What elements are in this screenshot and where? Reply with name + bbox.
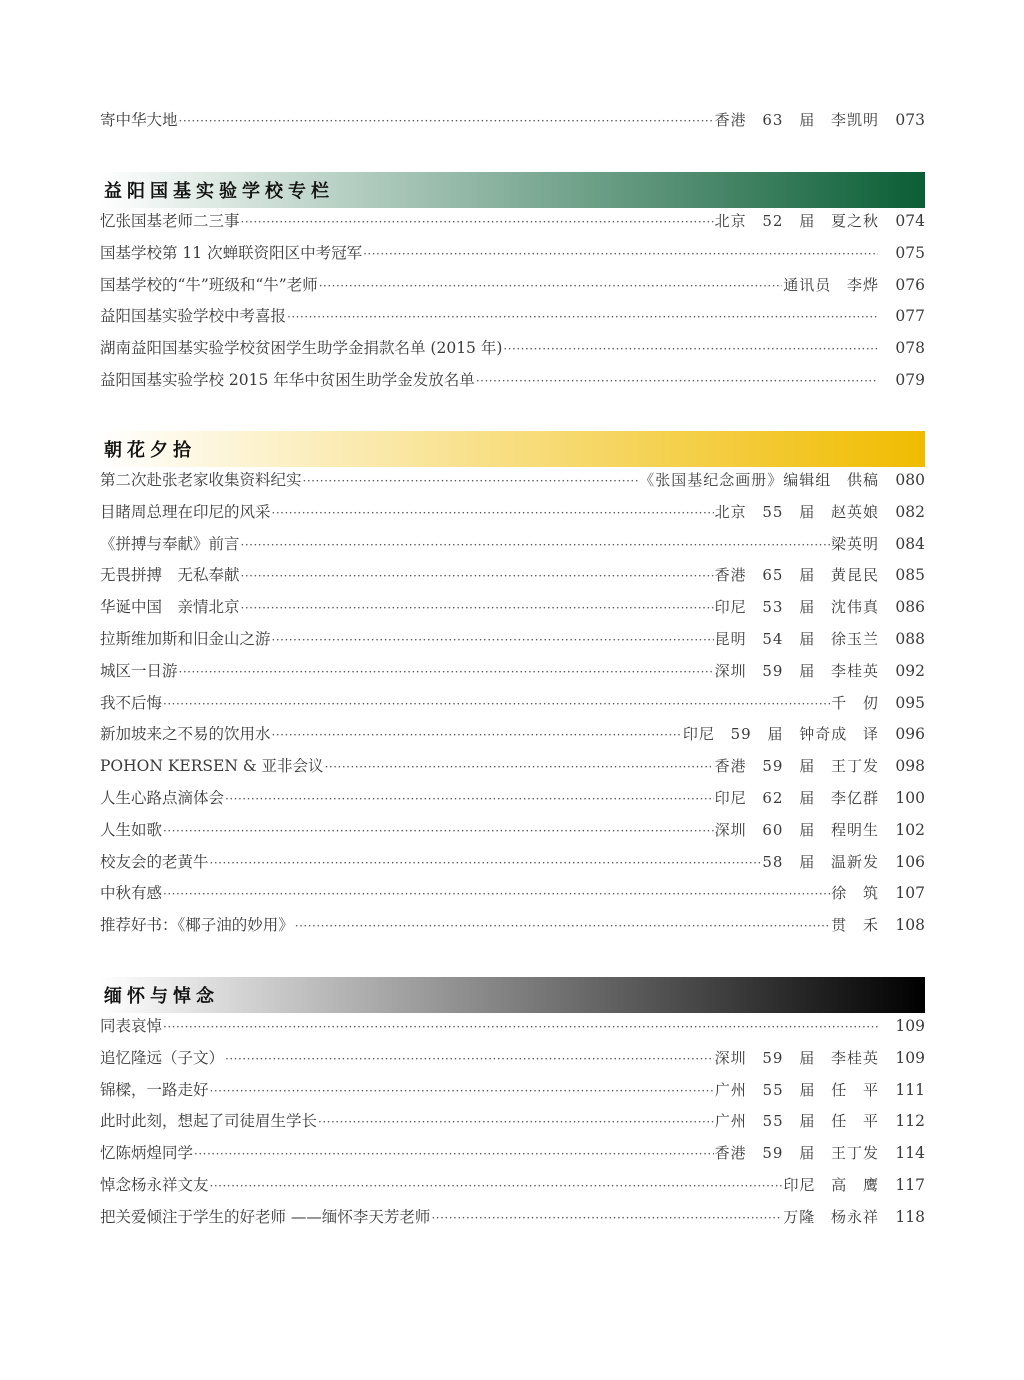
entry-author: 万隆 杨永祥	[783, 1207, 879, 1226]
section-header	[100, 431, 925, 467]
toc-entry[interactable]	[100, 786, 925, 818]
entry-title: 寄中华大地	[100, 111, 178, 129]
entry-author: 印尼 59 届 钟奇成 译	[682, 725, 879, 744]
toc-section-school-column	[100, 172, 925, 400]
entry-page: 114	[895, 1144, 925, 1163]
entry-title: 忆陈炳煌同学	[100, 1144, 194, 1163]
dot-leader	[318, 1115, 714, 1129]
toc-entry[interactable]	[100, 1078, 925, 1110]
dot-leader	[272, 633, 714, 647]
entry-author: 《张国基纪念画册》编辑组 供稿	[639, 471, 879, 489]
dot-leader	[163, 824, 714, 838]
entry-title: 校友会的老黄牛	[100, 852, 209, 871]
toc-entry[interactable]	[100, 754, 925, 786]
entry-title: 拉斯维加斯和旧金山之游	[100, 629, 271, 648]
entry-author: 香港 59 届 王丁发	[714, 1144, 879, 1163]
entry-page: 085	[895, 566, 925, 585]
toc-entry[interactable]	[100, 1141, 925, 1173]
toc-entry[interactable]	[100, 627, 925, 659]
toc-section-intro	[100, 108, 925, 140]
dot-leader	[225, 792, 714, 806]
entry-title: 追忆隆远（子文）	[100, 1048, 225, 1067]
dot-leader	[431, 1211, 782, 1225]
entry-title: 忆张国基老师二三事	[100, 212, 240, 230]
entry-page: 076	[895, 275, 925, 294]
toc-entry[interactable]	[100, 722, 925, 754]
entry-author: 徐 筑	[831, 884, 879, 903]
entry-page: 106	[895, 852, 925, 871]
entry-title: 人生心路点滴体会	[100, 788, 225, 807]
dot-leader	[225, 1052, 714, 1066]
entry-page: 075	[895, 243, 925, 262]
entry-page: 077	[895, 307, 925, 326]
toc-entry[interactable]	[100, 241, 925, 273]
dot-leader	[272, 728, 682, 742]
entry-author: 印尼 53 届 沈伟真	[714, 598, 879, 617]
dot-leader	[179, 114, 714, 128]
dot-leader	[194, 1147, 714, 1161]
entry-author: 深圳 60 届 程明生	[714, 820, 879, 839]
entry-title: 中秋有感	[100, 884, 163, 903]
entry-title: 华诞中国 亲情北京	[100, 598, 240, 617]
entry-title: 国基学校第 11 次蝉联资阳区中考冠军	[100, 243, 363, 262]
entry-title: 我不后悔	[100, 693, 163, 712]
toc-entry[interactable]	[100, 913, 925, 945]
entry-author: 深圳 59 届 李桂英	[714, 661, 879, 680]
entry-author: 北京 55 届 赵英娘	[714, 502, 879, 521]
entry-author: 通讯员 李烨	[783, 275, 879, 294]
toc-section-in-memoriam	[100, 977, 925, 1237]
entry-author: 深圳 59 届 李桂英	[714, 1048, 879, 1067]
entry-page: 095	[895, 693, 925, 712]
toc-section-reminiscences	[100, 431, 925, 945]
dot-leader	[241, 215, 714, 229]
entry-title: 《拼搏与奉献》前言	[100, 534, 240, 553]
entry-page: 078	[895, 339, 925, 358]
toc-entry[interactable]	[100, 659, 925, 691]
entry-author: 昆明 54 届 徐玉兰	[714, 629, 879, 648]
toc-entry[interactable]	[100, 304, 925, 336]
toc-entry[interactable]	[100, 563, 925, 595]
dot-leader	[295, 919, 830, 933]
entry-author: 广州 55 届 任 平	[714, 1112, 879, 1131]
entry-title: 把关爱倾注于学生的好老师 ——缅怀李天芳老师	[100, 1207, 431, 1226]
entry-page: 109	[895, 1017, 925, 1035]
toc-entry[interactable]	[100, 108, 925, 140]
toc-entry[interactable]	[100, 595, 925, 627]
dot-leader	[210, 1179, 783, 1193]
entry-author: 印尼 高 鹰	[783, 1175, 879, 1194]
entry-page: 107	[895, 884, 925, 903]
dot-leader	[287, 310, 878, 324]
entry-title: 悼念杨永祥文友	[100, 1175, 209, 1194]
entry-title: 同表哀悼	[100, 1017, 163, 1035]
entry-page: 098	[895, 757, 925, 776]
entry-page: 092	[895, 661, 925, 680]
entry-title: 第二次赴张老家收集资料纪实	[100, 471, 302, 489]
entry-author: 58 届 温新发	[762, 852, 879, 871]
entry-page: 109	[895, 1048, 925, 1067]
dot-leader	[163, 697, 830, 711]
dot-leader	[241, 601, 714, 615]
toc-entry[interactable]	[100, 368, 925, 400]
entry-title: 人生如歌	[100, 820, 163, 839]
dot-leader	[210, 1084, 714, 1098]
entry-title: 新加坡来之不易的饮用水	[100, 725, 271, 744]
entry-title: POHON KERSEN & 亚非会议	[100, 757, 324, 776]
entry-page: 117	[895, 1175, 925, 1194]
entry-title: 国基学校的“牛”班级和“牛”老师	[100, 275, 318, 294]
entry-author: 千 仞	[831, 693, 879, 712]
entry-page: 100	[895, 788, 925, 807]
dot-leader	[325, 760, 714, 774]
section-header	[100, 172, 925, 208]
entry-title: 此时此刻，想起了司徒眉生学长	[100, 1112, 318, 1131]
entry-title: 湖南益阳国基实验学校贫困学生助学金捐款名单 (2015 年)	[100, 339, 503, 358]
dot-leader	[241, 538, 830, 552]
entry-page: 080	[895, 471, 925, 489]
dot-leader	[163, 1020, 878, 1034]
dot-leader	[303, 474, 639, 488]
dot-leader	[179, 665, 714, 679]
entry-title: 推荐好书：《椰子油的妙用》	[100, 916, 294, 935]
section-header	[100, 977, 925, 1013]
entry-title: 益阳国基实验学校中考喜报	[100, 307, 287, 326]
entry-page: 074	[895, 212, 925, 230]
entry-title: 城区一日游	[100, 661, 178, 680]
entry-page: 084	[895, 534, 925, 553]
entry-page: 073	[895, 111, 925, 129]
entry-author: 香港 63 届 李凯明	[714, 111, 879, 129]
toc-entry[interactable]	[100, 273, 925, 305]
toc-entry[interactable]	[100, 1109, 925, 1141]
toc-entry[interactable]	[100, 500, 925, 532]
entry-author: 香港 59 届 王丁发	[714, 757, 879, 776]
entry-page: 112	[895, 1112, 925, 1131]
toc-entry[interactable]	[100, 336, 925, 368]
dot-leader	[363, 247, 878, 261]
toc-entry[interactable]	[100, 468, 925, 500]
entry-title: 益阳国基实验学校 2015 年华中贫困生助学金发放名单	[100, 370, 475, 389]
entry-page: 088	[895, 629, 925, 648]
toc-entry[interactable]	[100, 850, 925, 882]
entry-author: 北京 52 届 夏之秋	[714, 212, 879, 230]
dot-leader	[319, 279, 783, 293]
toc-entry[interactable]	[100, 881, 925, 913]
entry-page: 086	[895, 598, 925, 617]
entry-page: 079	[895, 370, 925, 389]
dot-leader	[503, 342, 878, 356]
entry-page: 102	[895, 820, 925, 839]
toc-entry[interactable]	[100, 532, 925, 564]
entry-author: 香港 65 届 黄昆民	[714, 566, 879, 585]
toc-entry[interactable]	[100, 209, 925, 241]
section-title: 朝花夕拾	[104, 440, 196, 461]
entry-title: 锦樑，一路走好	[100, 1080, 209, 1099]
entry-page: 096	[895, 725, 925, 744]
entry-page: 111	[895, 1080, 925, 1099]
toc-entry[interactable]	[100, 1014, 925, 1046]
section-title: 益阳国基实验学校专栏	[104, 181, 334, 202]
entry-author: 广州 55 届 任 平	[714, 1080, 879, 1099]
toc-entry[interactable]	[100, 818, 925, 850]
entry-title: 无畏拼搏 无私奉献	[100, 566, 240, 585]
entry-author: 贯 禾	[831, 916, 879, 935]
entry-page: 118	[895, 1207, 925, 1226]
toc-entry[interactable]	[100, 691, 925, 723]
dot-leader	[210, 856, 762, 870]
entry-author: 梁英明	[830, 534, 879, 553]
dot-leader	[476, 374, 878, 388]
dot-leader	[241, 569, 714, 583]
dot-leader	[163, 887, 830, 901]
toc-entry[interactable]	[100, 1046, 925, 1078]
toc-entry[interactable]	[100, 1205, 925, 1237]
section-title: 缅怀与悼念	[104, 986, 219, 1007]
entry-author: 印尼 62 届 李亿群	[714, 788, 879, 807]
toc-entry[interactable]	[100, 1173, 925, 1205]
dot-leader	[272, 506, 714, 520]
entry-title: 目睹周总理在印尼的风采	[100, 502, 271, 521]
entry-page: 108	[895, 916, 925, 935]
entry-page: 082	[895, 502, 925, 521]
